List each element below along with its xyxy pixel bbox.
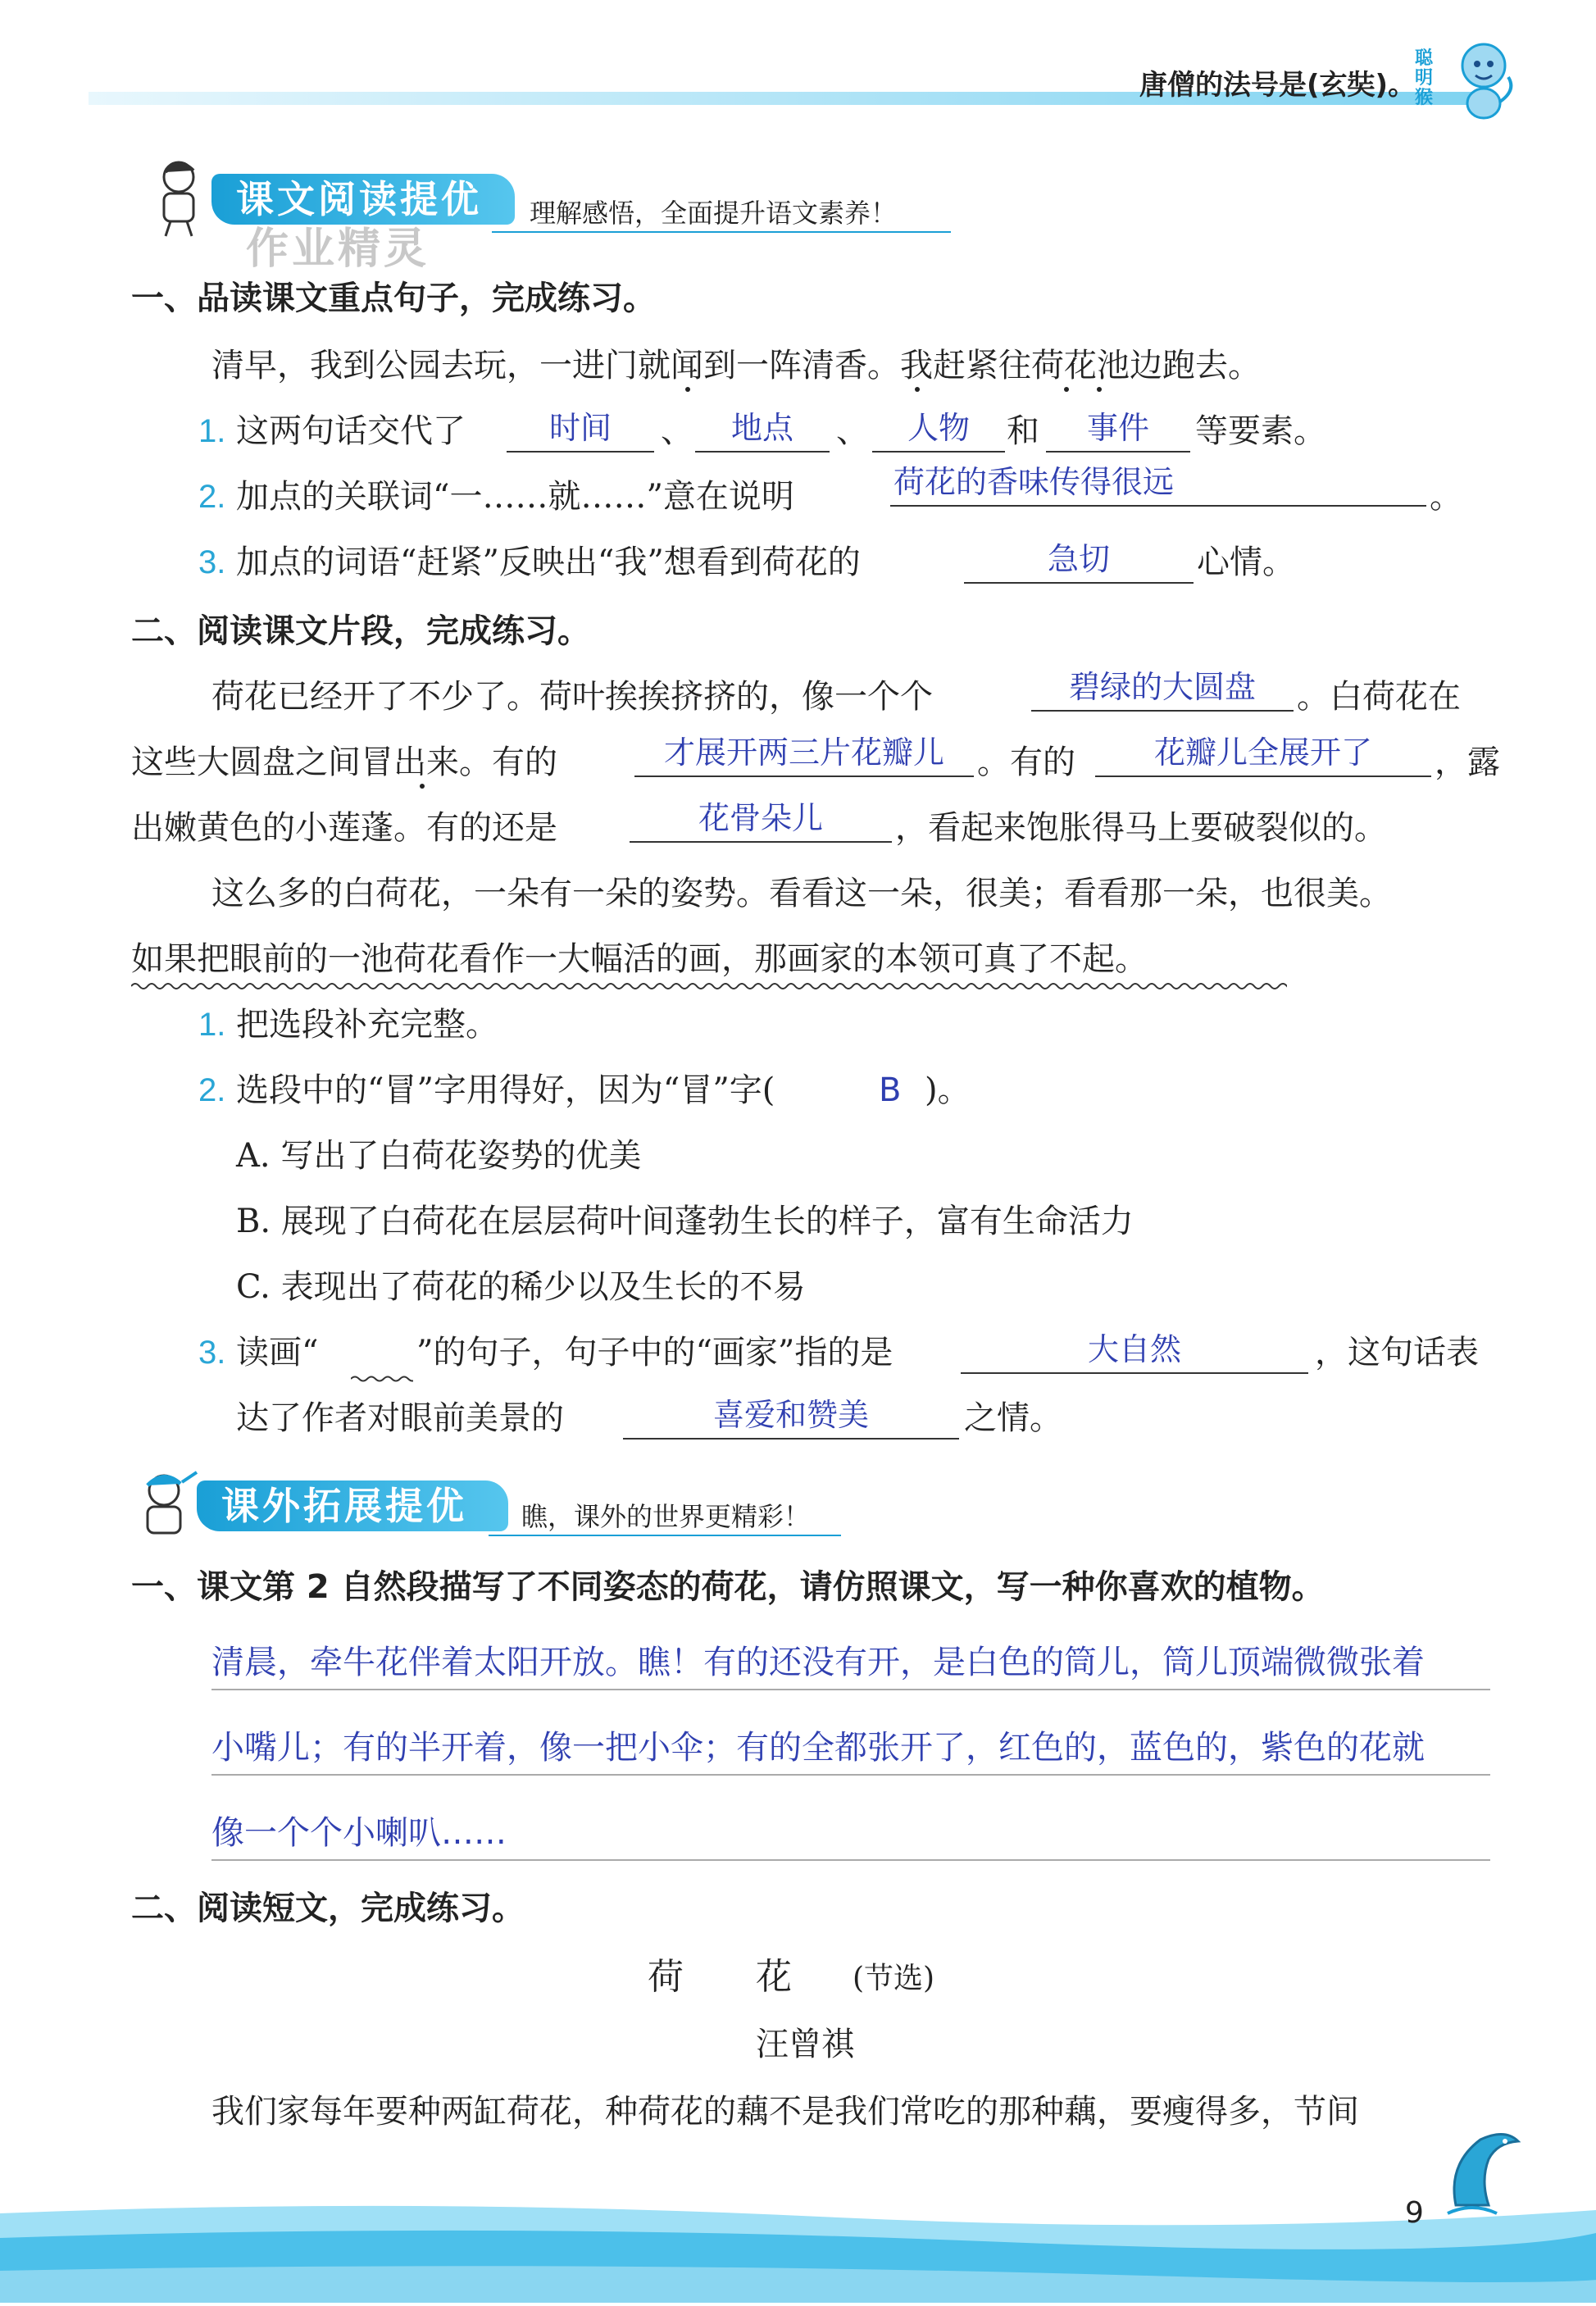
answer-blank: 急切 bbox=[964, 541, 1194, 584]
answer-blank: 碧绿的大圆盘 bbox=[1031, 669, 1294, 712]
wavy-underline bbox=[131, 979, 1287, 989]
question-text: 把选段补充完整。 bbox=[236, 1006, 498, 1044]
wavy-sample bbox=[351, 1371, 413, 1379]
question-number: 1. bbox=[198, 1007, 226, 1043]
passage-text: ，看起来饱胀得马上要破裂似的。 bbox=[895, 809, 1387, 847]
question-text: 读画“ bbox=[236, 1334, 319, 1371]
question-number: 1. bbox=[198, 413, 226, 449]
answer-blank: 花瓣儿全展开了 bbox=[1095, 735, 1431, 777]
emphasis-dot bbox=[1097, 387, 1102, 392]
question-text: 之情。 bbox=[964, 1399, 1062, 1437]
extension-part2-heading: 二、阅读短文，完成练习。 bbox=[131, 1890, 525, 1927]
answer-blank: 喜爱和赞美 bbox=[623, 1397, 959, 1440]
question-text: 加点的词语“赶紧”反映出“我”想看到荷花的 bbox=[236, 544, 861, 581]
question-number: 3. bbox=[198, 1335, 226, 1371]
dolphin-icon bbox=[1439, 2123, 1530, 2222]
choice-answer: B bbox=[879, 1071, 902, 1109]
emphasis-dot bbox=[420, 784, 425, 789]
question-text: 和 bbox=[1007, 412, 1039, 450]
question-text: ，这句话表 bbox=[1315, 1334, 1479, 1371]
header-tip: 唐僧的法号是(玄奘)。 bbox=[1139, 69, 1416, 102]
boy-reading-icon bbox=[146, 156, 211, 238]
separator: 、 bbox=[661, 412, 693, 450]
watermark: 作业精灵 bbox=[246, 225, 430, 274]
essay-title: 荷 花 bbox=[648, 1956, 792, 1998]
passage-text: 这些大圆盘之间冒出来。有的 bbox=[131, 744, 557, 781]
passage-text: 。白荷花在 bbox=[1297, 678, 1461, 716]
passage-text-wavy: 如果把眼前的一池荷花看作一大幅活的画，那画家的本领可真了不起。 bbox=[131, 940, 1148, 978]
essay-author: 汪曾祺 bbox=[756, 2026, 854, 2063]
question-number: 2. bbox=[198, 1072, 226, 1108]
section-banner-extension: 课外拓展提优 bbox=[197, 1480, 508, 1531]
question-number: 2. bbox=[198, 479, 226, 515]
answer-blank: 事件 bbox=[1046, 410, 1190, 453]
question-text: ”的句子，句子中的“画家”指的是 bbox=[416, 1334, 893, 1371]
writing-answer-line: 清晨，牵牛花伴着太阳开放。瞧！有的还没有开，是白色的筒儿，筒儿顶端微微张着 bbox=[211, 1644, 1425, 1681]
banner-underline bbox=[489, 1535, 841, 1536]
page-number: 9 bbox=[1405, 2196, 1424, 2230]
banner-underline bbox=[492, 231, 951, 233]
writing-answer-line: 小嘴儿；有的半开着，像一把小伞；有的全都张开了，红色的，蓝色的，紫色的花就 bbox=[211, 1729, 1425, 1767]
question-number: 3. bbox=[198, 544, 226, 580]
answer-blank: 时间 bbox=[507, 410, 654, 453]
girl-reading-icon bbox=[131, 1466, 205, 1548]
option-b: B. 展现了白荷花在层层荷叶间蓬勃生长的样子，富有生命活力 bbox=[236, 1203, 1134, 1240]
question-text: 选段中的“冒”字用得好，因为“冒”字( bbox=[236, 1071, 775, 1109]
option-c: C. 表现出了荷花的稀少以及生长的不易 bbox=[236, 1268, 806, 1306]
part2-heading: 二、阅读课文片段，完成练习。 bbox=[131, 612, 590, 650]
passage-text: ，露 bbox=[1435, 744, 1500, 781]
writing-line bbox=[211, 1859, 1490, 1861]
extension-part1-heading: 一、课文第 2 自然段描写了不同姿态的荷花，请仿照课文，写一种你喜欢的植物。 bbox=[131, 1568, 1325, 1606]
writing-answer-line: 像一个个小喇叭…… bbox=[211, 1814, 507, 1852]
answer-blank: 荷花的香味传得很远 bbox=[890, 464, 1426, 507]
question-text: 达了作者对眼前美景的 bbox=[236, 1399, 564, 1437]
emphasis-dot bbox=[1064, 387, 1069, 392]
answer-blank: 地点 bbox=[695, 410, 830, 453]
answer-blank: 花骨朵儿 bbox=[630, 800, 892, 843]
mascot-label: 聪明猴 bbox=[1415, 48, 1434, 108]
question-text: )。 bbox=[925, 1071, 971, 1109]
separator: 、 bbox=[836, 412, 869, 450]
section-banner-note: 理解感悟，全面提升语文素养！ bbox=[530, 198, 898, 229]
answer-blank: 大自然 bbox=[961, 1331, 1308, 1374]
footer-wave bbox=[0, 2181, 1596, 2303]
emphasis-dot bbox=[685, 387, 690, 392]
section-banner-reading: 课文阅读提优 bbox=[211, 174, 515, 225]
section-banner-note: 瞧，课外的世界更精彩！ bbox=[521, 1501, 811, 1532]
writing-line bbox=[211, 1774, 1490, 1776]
part1-passage: 清早，我到公园去玩，一进门就闻到一阵清香。我赶紧往荷花池边跑去。 bbox=[211, 347, 1261, 384]
question-text: 加点的关联词“一……就……”意在说明 bbox=[236, 478, 794, 516]
passage-text: 荷花已经开了不少了。荷叶挨挨挤挤的，像一个个 bbox=[211, 678, 933, 716]
option-a: A. 写出了白荷花姿势的优美 bbox=[236, 1137, 642, 1175]
passage-text: 。有的 bbox=[977, 744, 1075, 781]
answer-blank: 人物 bbox=[872, 410, 1005, 453]
emphasis-dot bbox=[915, 387, 920, 392]
question-text: 等要素。 bbox=[1195, 412, 1326, 450]
part1-heading: 一、品读课文重点句子，完成练习。 bbox=[131, 280, 656, 317]
passage-text: 出嫩黄色的小莲蓬。有的还是 bbox=[131, 809, 557, 847]
answer-blank: 才展开两三片花瓣儿 bbox=[634, 735, 974, 777]
essay-first-line: 我们家每年要种两缸荷花，种荷花的藕不是我们常吃的那种藕，要瘦得多，节间 bbox=[211, 2093, 1359, 2131]
monkey-mascot-icon bbox=[1436, 33, 1518, 123]
question-text: 。 bbox=[1430, 478, 1462, 516]
question-text: 心情。 bbox=[1197, 544, 1295, 581]
essay-title-note: (节选) bbox=[853, 1962, 935, 1995]
writing-line bbox=[211, 1689, 1490, 1690]
question-text: 这两句话交代了 bbox=[236, 412, 466, 450]
passage-text: 这么多的白荷花，一朵有一朵的姿势。看看这一朵，很美；看看那一朵，也很美。 bbox=[211, 875, 1392, 912]
